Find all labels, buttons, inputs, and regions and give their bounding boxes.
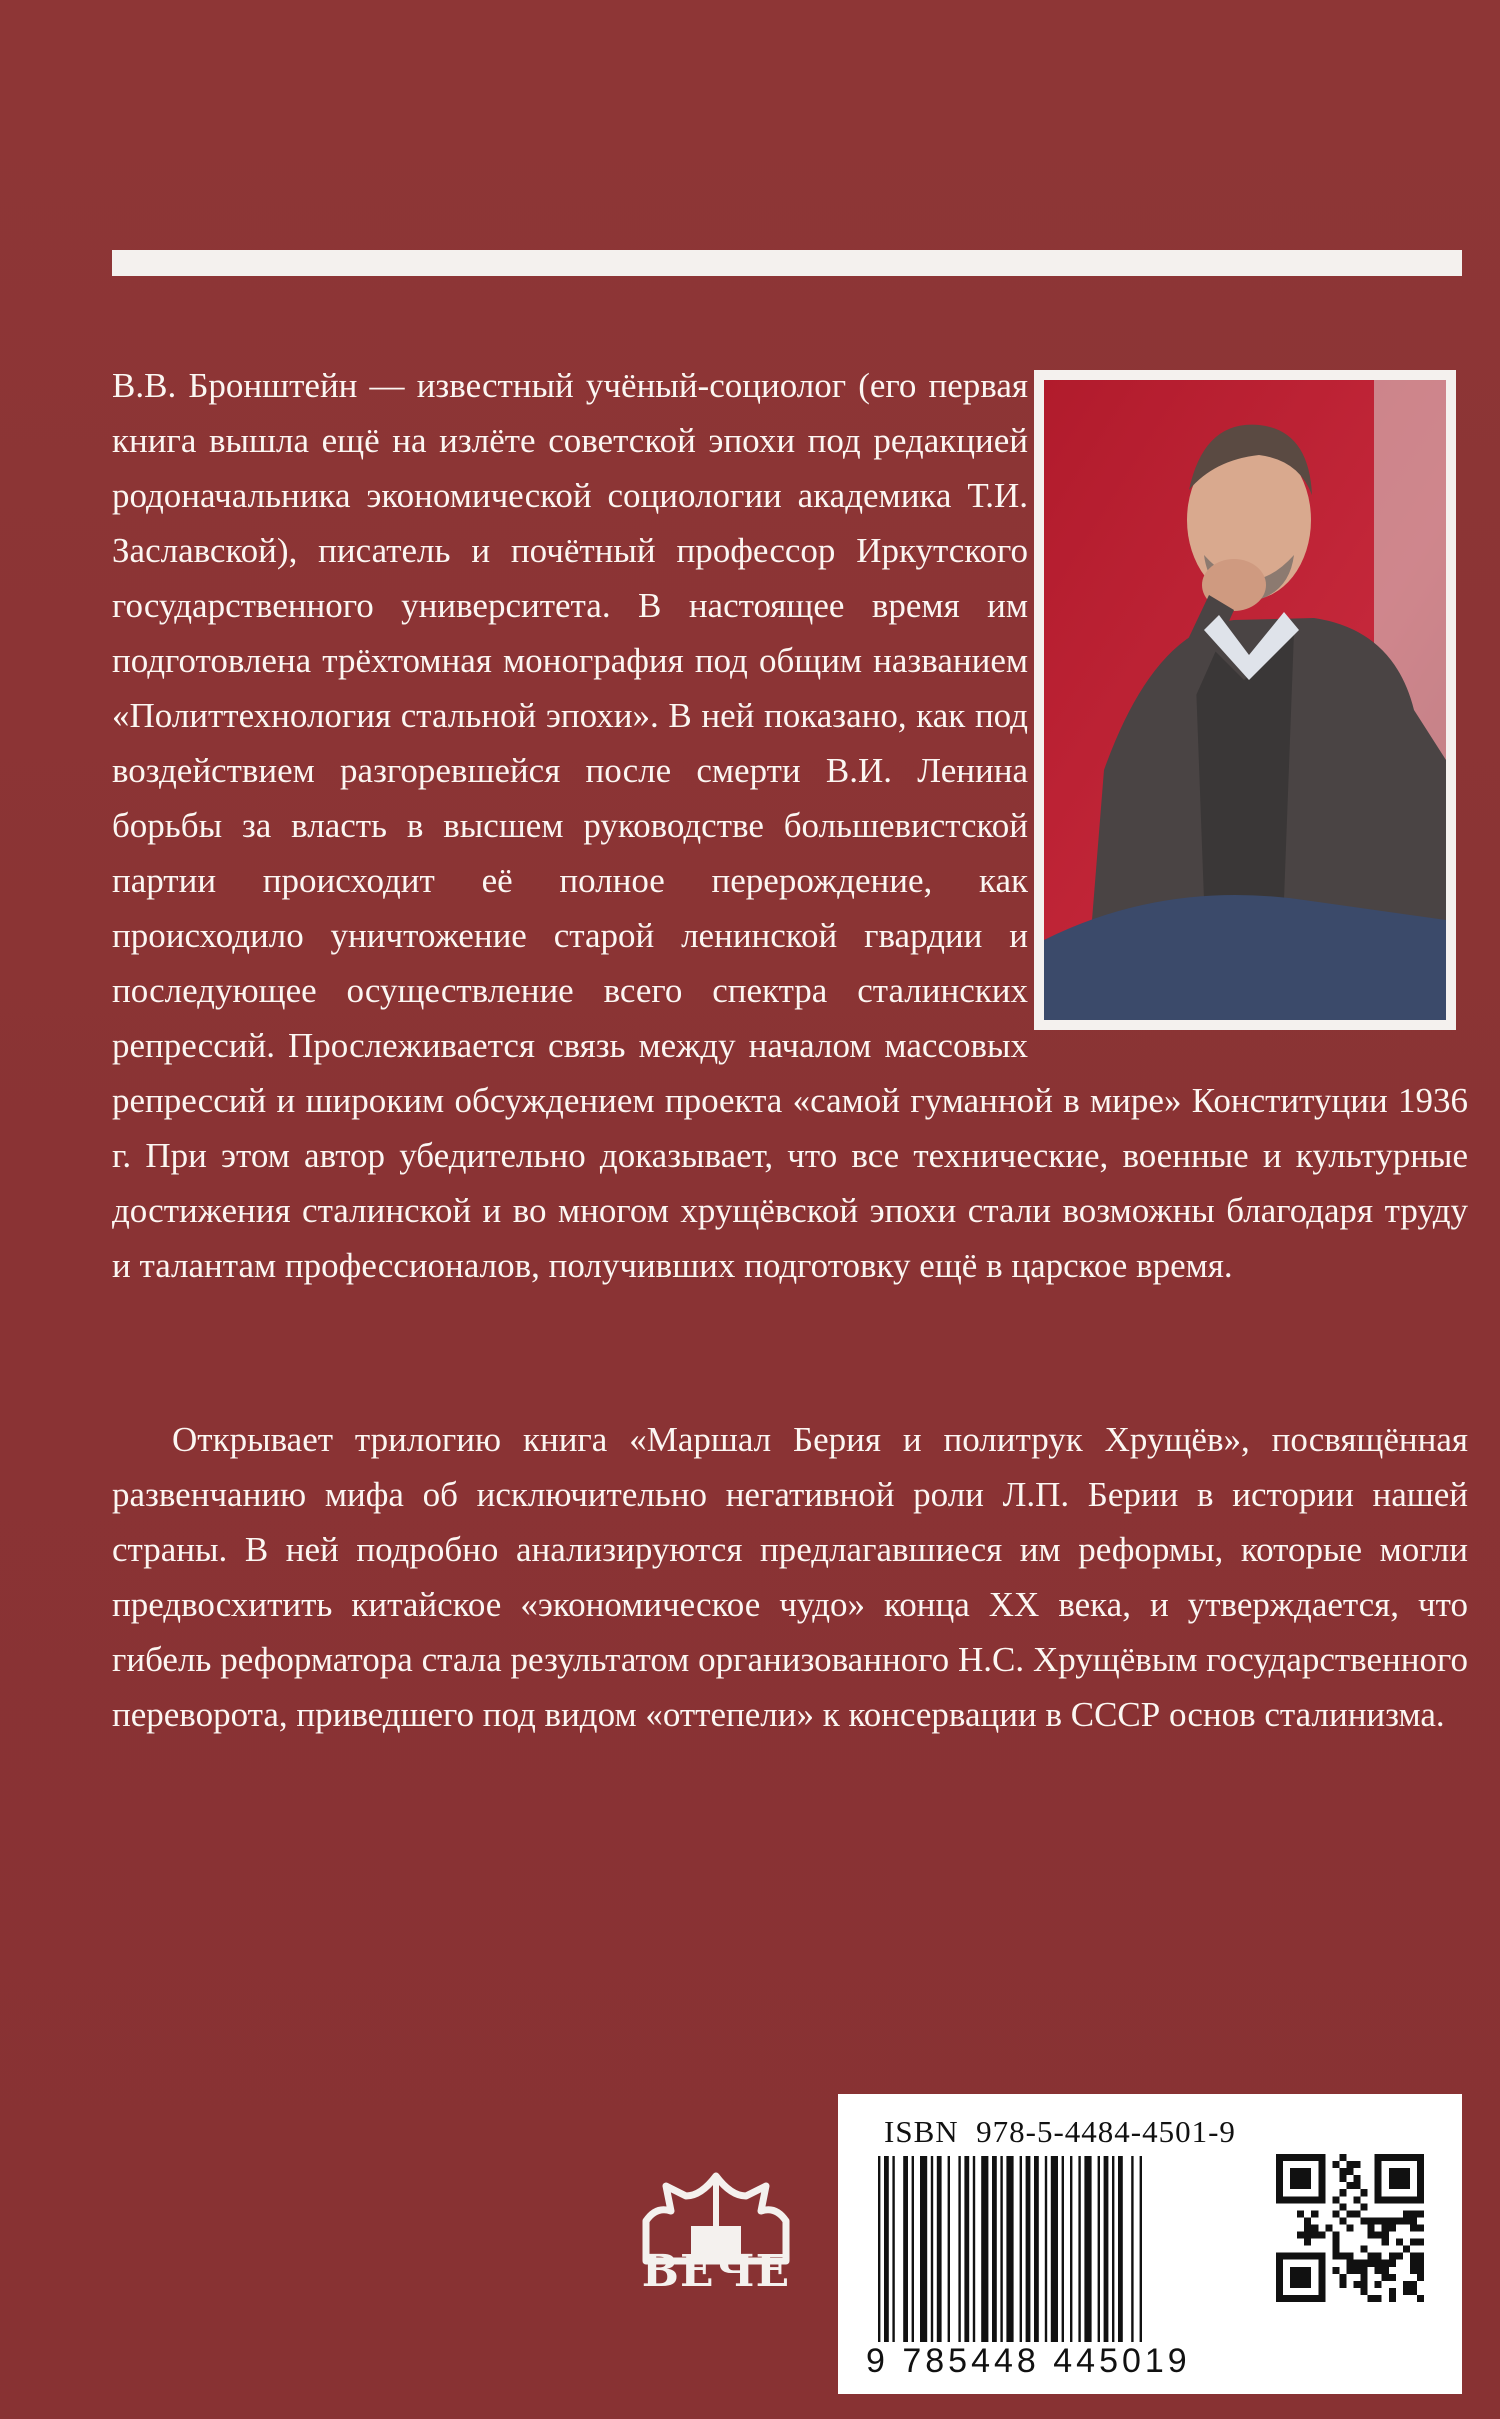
barcode-icon [878,2156,1248,2342]
top-divider [112,250,1462,276]
isbn-panel [838,2094,1462,2394]
photo-wrap-space [1028,358,1468,1058]
publisher-logo-text: ВЕЧЕ [641,2246,791,2297]
author-bio-paragraph [112,358,1468,1293]
author-bio-text: В.В. Бронштейн — известный учёный-социолог (его первая книга вышла ещё на излёте советской эпохи под редакцией родоначальника экономической социологии академика Т.И. Заславской), писатель и почётный профессор Иркутского государственного университета. В настоящее время им подготовлена трёхтомная монография под общим названием «Политтехнология стальной эпохи». В ней показано, как под воздействием разгоревшейся после смерти В.И. Ленина борьбы за власть в высшем руководстве большевистской партии происходит её полное перерождение, как происходило уничтожение старой ленинской гвардии и последующее осуществление всего спектра сталинских репрессий. Прослеживается связь между началом массовых репрессий и широким обсуждением проекта «самой гуманной в мире» Конституции 1936 г. При этом автор убедительно доказывает, что все технические, военные и культурные достижения сталинской и во многом хрущёвской эпохи стали возможны благодаря труду и талантам профессионалов, получивших подготовку ещё в царское время. [112,366,1468,1285]
book-description-paragraph: Открывает трилогию книга «Маршал Берия и политрук Хрущёв», посвящённая развенчанию мифа об исключительно негативной роли Л.П. Берии в истории нашей страны. В ней подробно анализируются предлагавшиеся им реформы, которые могли предвосхитить китайское «экономическое чудо» конца XX века, и утверждается, что гибель реформатора стала результатом организованного Н.С. Хрущёвым государственного переворота, приведшего под видом «оттепели» к консервации в СССР основ сталинизма. [112,1420,1468,1734]
barcode-digits: 9 785448 445019 [866,2342,1191,2380]
isbn-label: ISBN 978-5-4484-4501-9 [884,2114,1236,2149]
qr-code-icon [1276,2154,1424,2302]
